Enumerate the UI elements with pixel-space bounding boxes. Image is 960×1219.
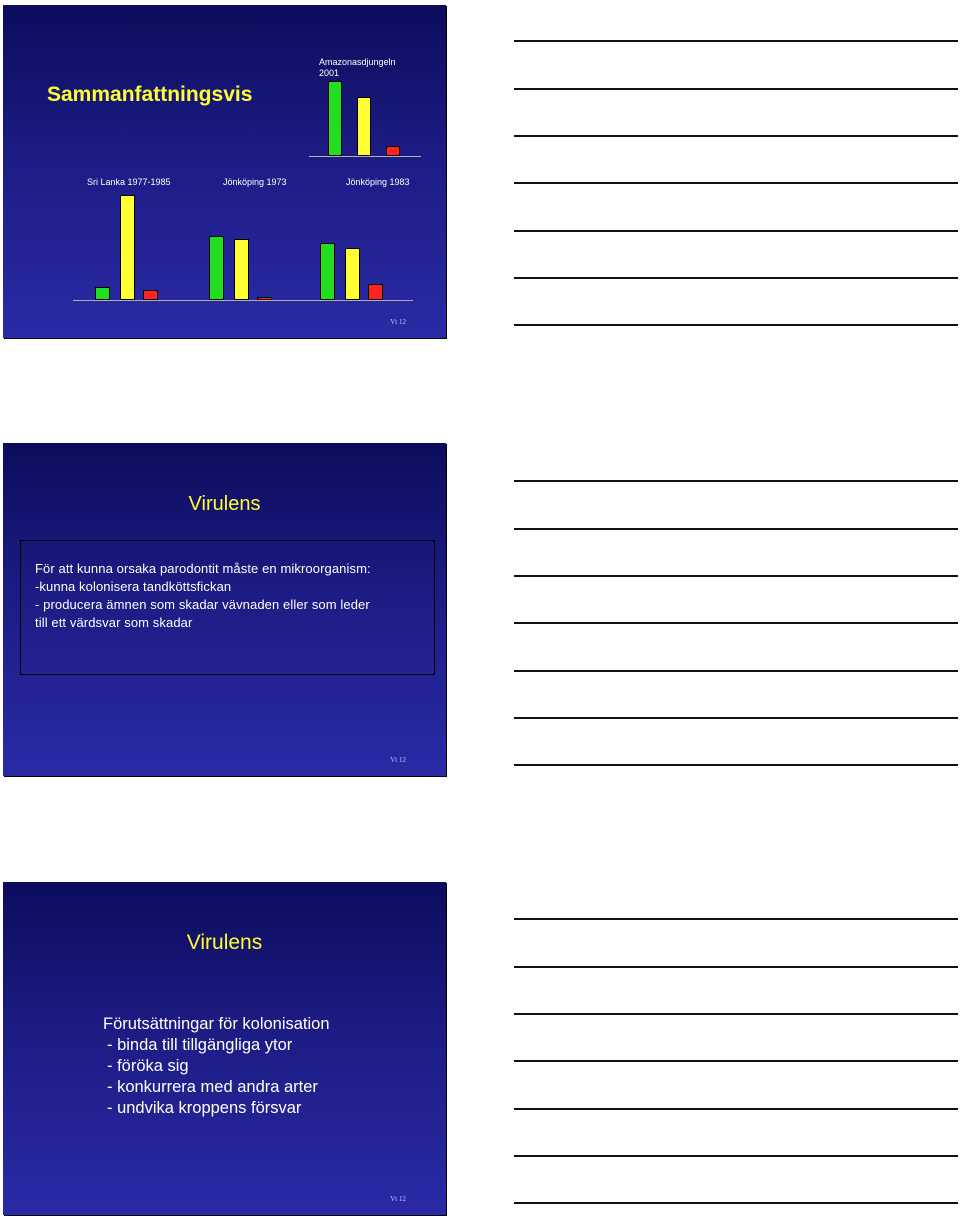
bar-yellow-3: [345, 248, 360, 300]
chart-label-jonkoping-1973: Jönköping 1973: [223, 177, 287, 187]
note-line: [514, 135, 958, 137]
list-item: - undvika kroppens försvar: [107, 1099, 302, 1117]
note-line: [514, 88, 958, 90]
bar-green-0: [328, 81, 342, 156]
chart-label-sri-lanka: Sri Lanka 1977-1985: [87, 177, 171, 187]
bar-red-1: [143, 290, 158, 300]
note-line: [514, 966, 958, 968]
bar-yellow-1: [120, 195, 135, 300]
bar-yellow-2: [234, 239, 249, 300]
note-line: [514, 622, 958, 624]
note-line: [514, 717, 958, 719]
slide-title: Sammanfattningsvis: [47, 83, 253, 106]
bar-green-2: [209, 236, 224, 300]
text-line: till ett värdsvar som skadar: [35, 615, 193, 630]
list-item: - binda till tillgängliga ytor: [107, 1036, 293, 1054]
note-line: [514, 182, 958, 184]
slide-title: Virulens: [186, 931, 263, 954]
slide-title: Virulens: [188, 493, 261, 515]
note-line: [514, 1108, 958, 1110]
slide-footer: Vt 12: [390, 318, 406, 326]
list-item: - föröka sig: [107, 1057, 189, 1075]
text-line: För att kunna orsaka parodontit måste en mikroorganism:: [35, 561, 371, 576]
chart-amazonas: [309, 81, 421, 157]
chart-label-amazonas: Amazonasdjungeln 2001: [319, 57, 396, 78]
slide-virulens-2: [3, 882, 446, 1215]
note-line: [514, 918, 958, 920]
list-item: Förutsättningar för kolonisation: [103, 1015, 330, 1033]
chart-main: [73, 193, 413, 301]
slide-footer: Vt 12: [390, 1195, 406, 1203]
note-line: [514, 528, 958, 530]
bar-yellow-0: [357, 97, 371, 156]
note-line: [514, 324, 958, 326]
note-line: [514, 40, 958, 42]
text-line: -kunna kolonisera tandköttsfickan: [35, 579, 232, 594]
bar-red-2: [257, 297, 272, 300]
note-line: [514, 1013, 958, 1015]
list-block: [103, 1014, 330, 1119]
bar-green-1: [95, 287, 110, 300]
note-line: [514, 480, 958, 482]
note-line: [514, 764, 958, 766]
chart-baseline: [309, 156, 421, 157]
bar-red-3: [368, 284, 383, 300]
chart-label-jonkoping-1983: Jönköping 1983: [346, 177, 410, 187]
note-line: [514, 230, 958, 232]
note-line: [514, 277, 958, 279]
bar-red-0: [386, 146, 400, 156]
note-line: [514, 1155, 958, 1157]
text-box: [20, 540, 435, 675]
note-line: [514, 575, 958, 577]
slide-sammanfattningsvis: [3, 5, 446, 338]
chart-baseline: [73, 300, 413, 301]
bar-green-3: [320, 243, 335, 300]
list-item: - konkurrera med andra arter: [107, 1078, 318, 1096]
text-line: - producera ämnen som skadar vävnaden eller som leder: [35, 597, 370, 612]
note-line: [514, 1202, 958, 1204]
note-line: [514, 670, 958, 672]
note-line: [514, 1060, 958, 1062]
slide-virulens-1: [3, 443, 446, 776]
slide-footer: Vt 12: [390, 756, 406, 764]
